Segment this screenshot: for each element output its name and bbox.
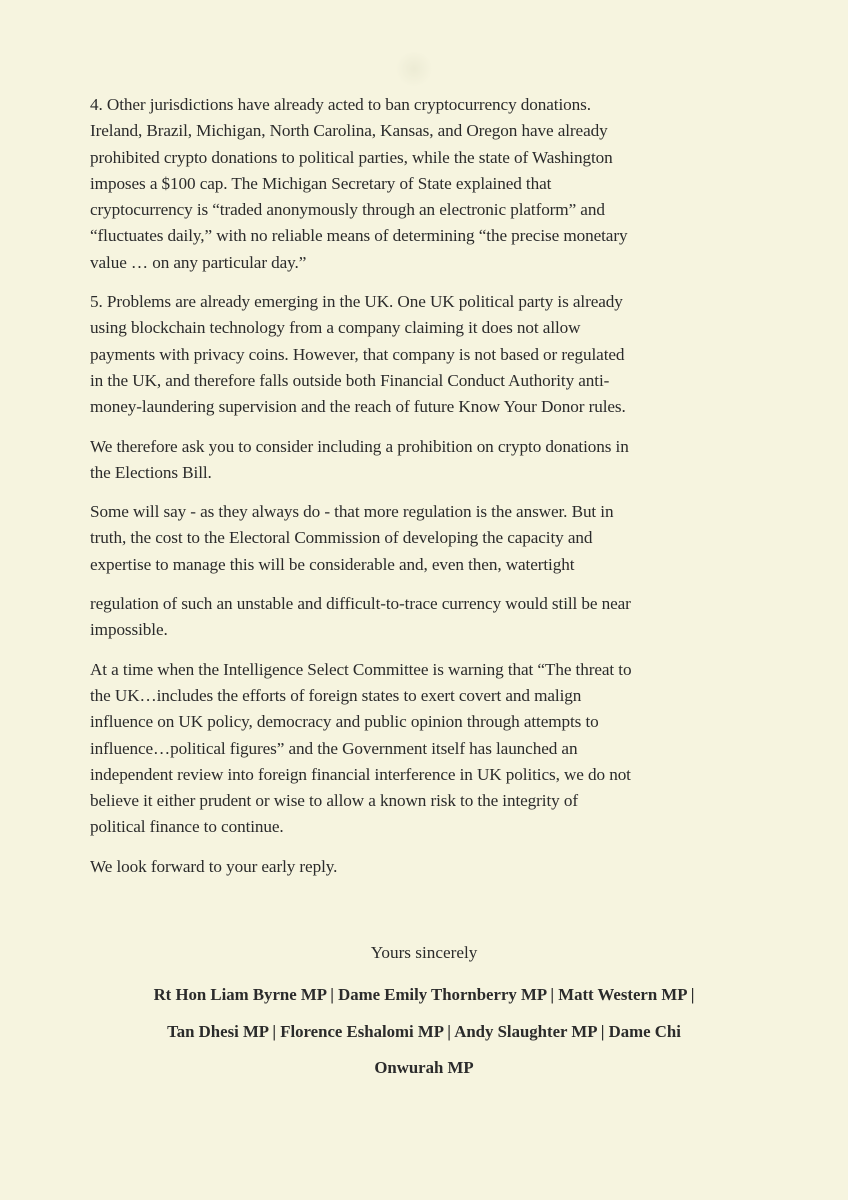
text-line: 4. Other jurisdictions have already acted to ban cryptocurrency donations. [90, 95, 591, 114]
text-line: influence on UK policy, democracy and public opinion through attempts to [90, 712, 599, 732]
text-line: “fluctuates daily,” with no reliable means of determining “the precise monetary [90, 226, 628, 246]
text-line: the UK…includes the efforts of foreign states to exert covert and malign [90, 685, 582, 705]
text-line: in the UK, and therefore falls outside both Financial Conduct Authority anti- [90, 370, 610, 390]
text-line: impossible. [90, 620, 168, 640]
text-line: independent review into foreign financial interference in UK politics, we do not [90, 764, 631, 784]
text-line: We therefore ask you to consider including a prohibition on crypto donations in [90, 436, 629, 456]
paragraph-regulation [90, 499, 750, 578]
paragraph-point-4 [90, 92, 750, 276]
signatories-line-3: Onwurah MP [374, 1058, 474, 1077]
letter-body [90, 92, 750, 880]
text-line: political finance to continue. [90, 817, 284, 837]
text-line: 5. Problems are already emerging in the UK. One UK political party is already [90, 292, 623, 312]
paragraph-reply [90, 854, 750, 880]
text-line: cryptocurrency is “traded anonymously through an electronic platform” and [90, 200, 605, 220]
text-line: expertise to manage this will be considerable and, even then, watertight [90, 554, 575, 574]
text-line: the Elections Bill. [90, 462, 212, 482]
text-line: believe it either prudent or wise to allow a known risk to the integrity of [90, 791, 578, 811]
paragraph-point-5 [90, 289, 750, 420]
text-line: We look forward to your early reply. [90, 856, 338, 876]
text-line: payments with privacy coins. However, that company is not based or regulated [90, 344, 625, 364]
text-line: influence…political figures” and the Government itself has launched an [90, 738, 578, 758]
signatories-line-1: Rt Hon Liam Byrne MP | Dame Emily Thornberry MP | Matt Western MP | [153, 985, 695, 1004]
paragraph-regulation-continued [90, 591, 750, 644]
text-line: prohibited crypto donations to political parties, while the state of Washington [90, 147, 613, 167]
text-line: Ireland, Brazil, Michigan, North Carolina, Kansas, and Oregon have already [90, 121, 608, 141]
signatories-line-2: Tan Dhesi MP | Florence Eshalomi MP | Andy Slaughter MP | Dame Chi [167, 1022, 681, 1041]
watermark-crest [394, 52, 434, 86]
text-line: imposes a $100 cap. The Michigan Secretary of State explained that [90, 173, 552, 193]
sign-off: Yours sincerely [370, 943, 478, 962]
text-line: Some will say - as they always do - that more regulation is the answer. But in [90, 502, 614, 522]
text-line: money-laundering supervision and the reach of future Know Your Donor rules. [90, 397, 626, 417]
paragraph-request [90, 434, 750, 487]
text-line: regulation of such an unstable and difficult-to-trace currency would still be near [90, 594, 631, 614]
text-line: value … on any particular day.” [90, 252, 307, 272]
paragraph-committee [90, 657, 750, 841]
text-line: using blockchain technology from a company claiming it does not allow [90, 318, 581, 338]
text-line: At a time when the Intelligence Select Committee is warning that “The threat to [90, 659, 632, 679]
text-line: truth, the cost to the Electoral Commission of developing the capacity and [90, 528, 593, 548]
